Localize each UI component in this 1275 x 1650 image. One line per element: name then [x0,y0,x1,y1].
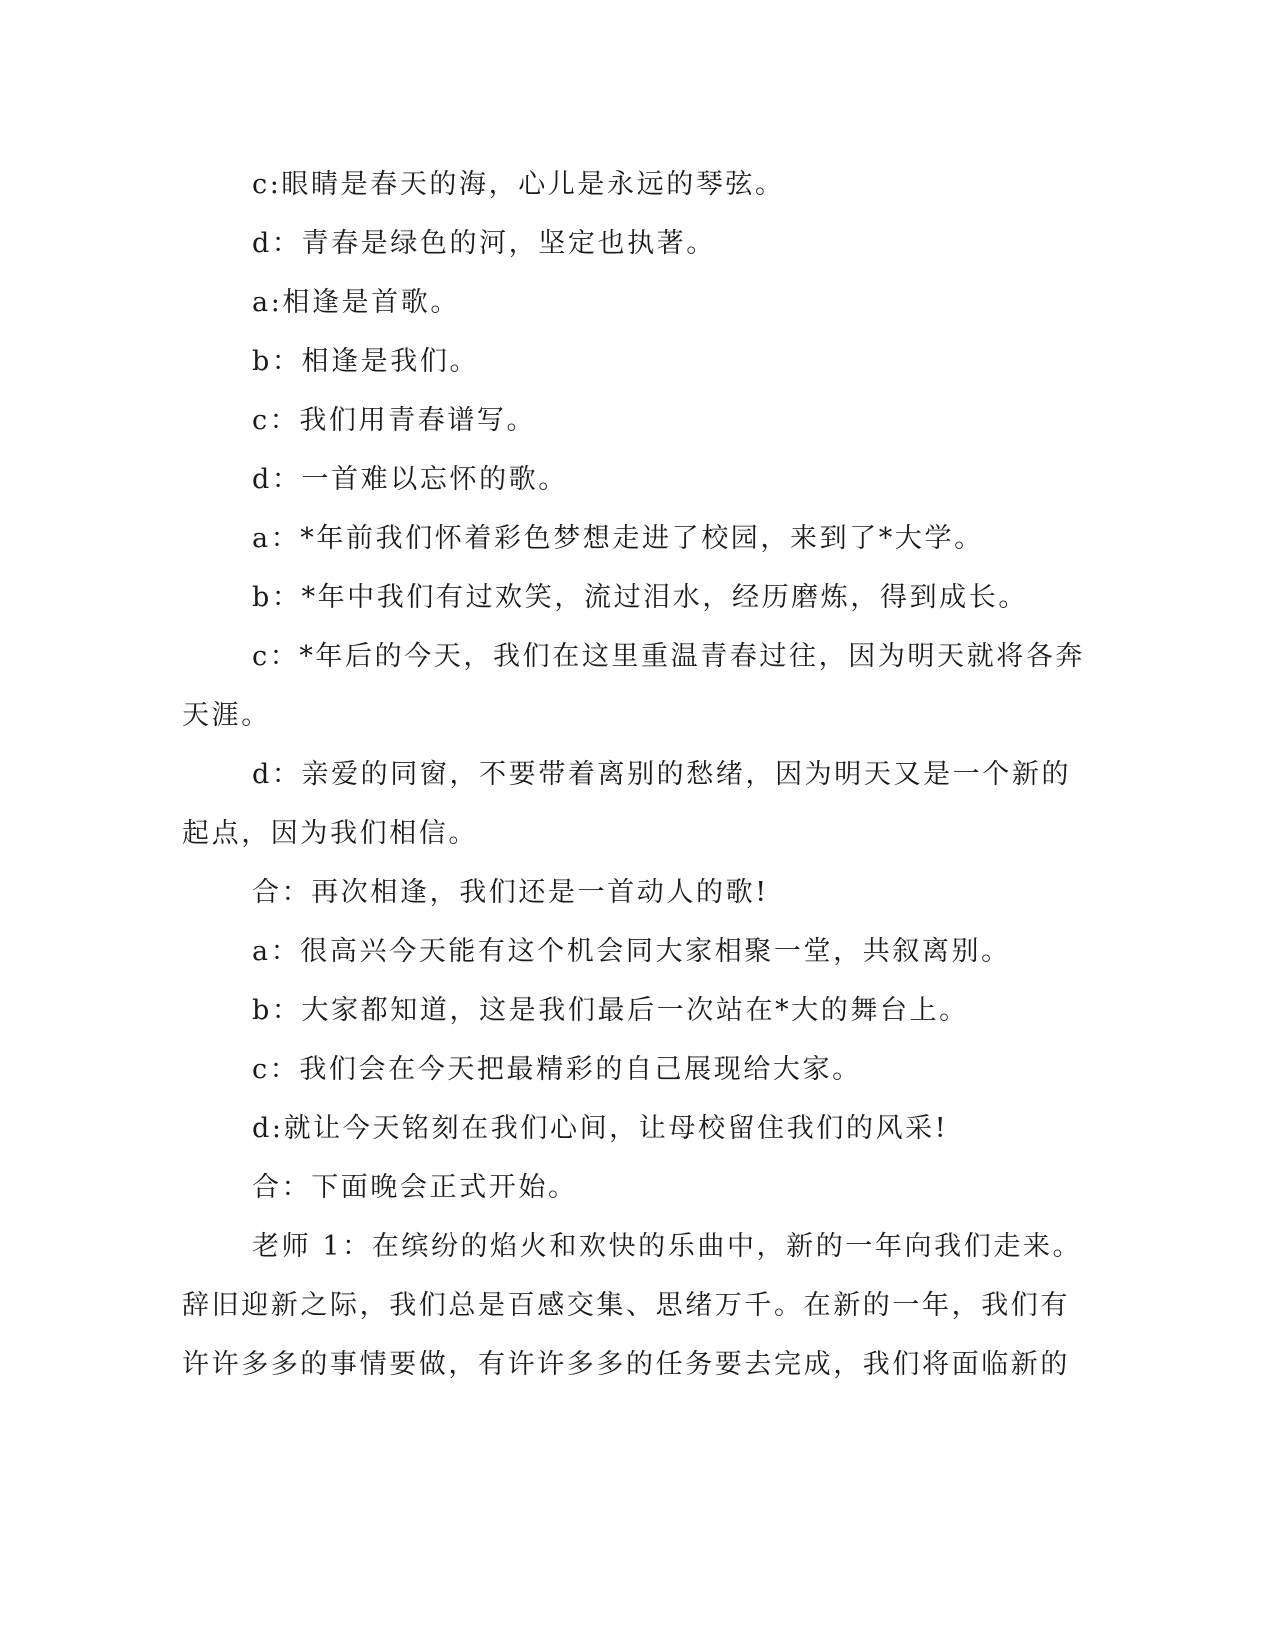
text-line: c：*年后的今天，我们在这里重温青春过往，因为明天就将各奔 [252,641,1086,672]
text-line: 许许多多的事情要做，有许许多多的任务要去完成，我们将面临新的 [182,1349,1070,1380]
text-line: 起点，因为我们相信。 [182,818,478,849]
text-line: b：*年中我们有过欢笑，流过泪水，经历磨炼，得到成长。 [252,582,1028,613]
text-line: 老师 1：在缤纷的焰火和欢快的乐曲中，新的一年向我们走来。 [252,1231,1083,1262]
text-line: 合：再次相逢，我们还是一首动人的歌! [252,877,769,908]
text-line: c:眼睛是春天的海，心儿是永远的琴弦。 [252,169,785,200]
text-line: c：我们会在今天把最精彩的自己展现给大家。 [252,1054,862,1085]
text-line: d：一首难以忘怀的歌。 [252,464,568,495]
text-line: 天涯。 [182,700,271,731]
text-line: b：大家都知道，这是我们最后一次站在*大的舞台上。 [252,995,969,1026]
text-line: 合：下面晚会正式开始。 [252,1172,578,1203]
text-line: a：*年前我们怀着彩色梦想走进了校园，来到了*大学。 [252,523,984,554]
text-line: a：很高兴今天能有这个机会同大家相聚一堂，共叙离别。 [252,936,1011,967]
text-line: d：亲爱的同窗，不要带着离别的愁绪，因为明天又是一个新的 [252,759,1072,790]
text-line: d:就让今天铭刻在我们心间，让母校留住我们的风采! [252,1113,949,1144]
text-line: a:相逢是首歌。 [252,287,460,318]
body-text [182,155,1086,1394]
text-line: c：我们用青春谱写。 [252,405,537,436]
text-line: 辞旧迎新之际，我们总是百感交集、思绪万千。在新的一年，我们有 [182,1290,1070,1321]
text-line: b：相逢是我们。 [252,346,480,377]
text-line: d：青春是绿色的河，坚定也执著。 [252,228,716,259]
